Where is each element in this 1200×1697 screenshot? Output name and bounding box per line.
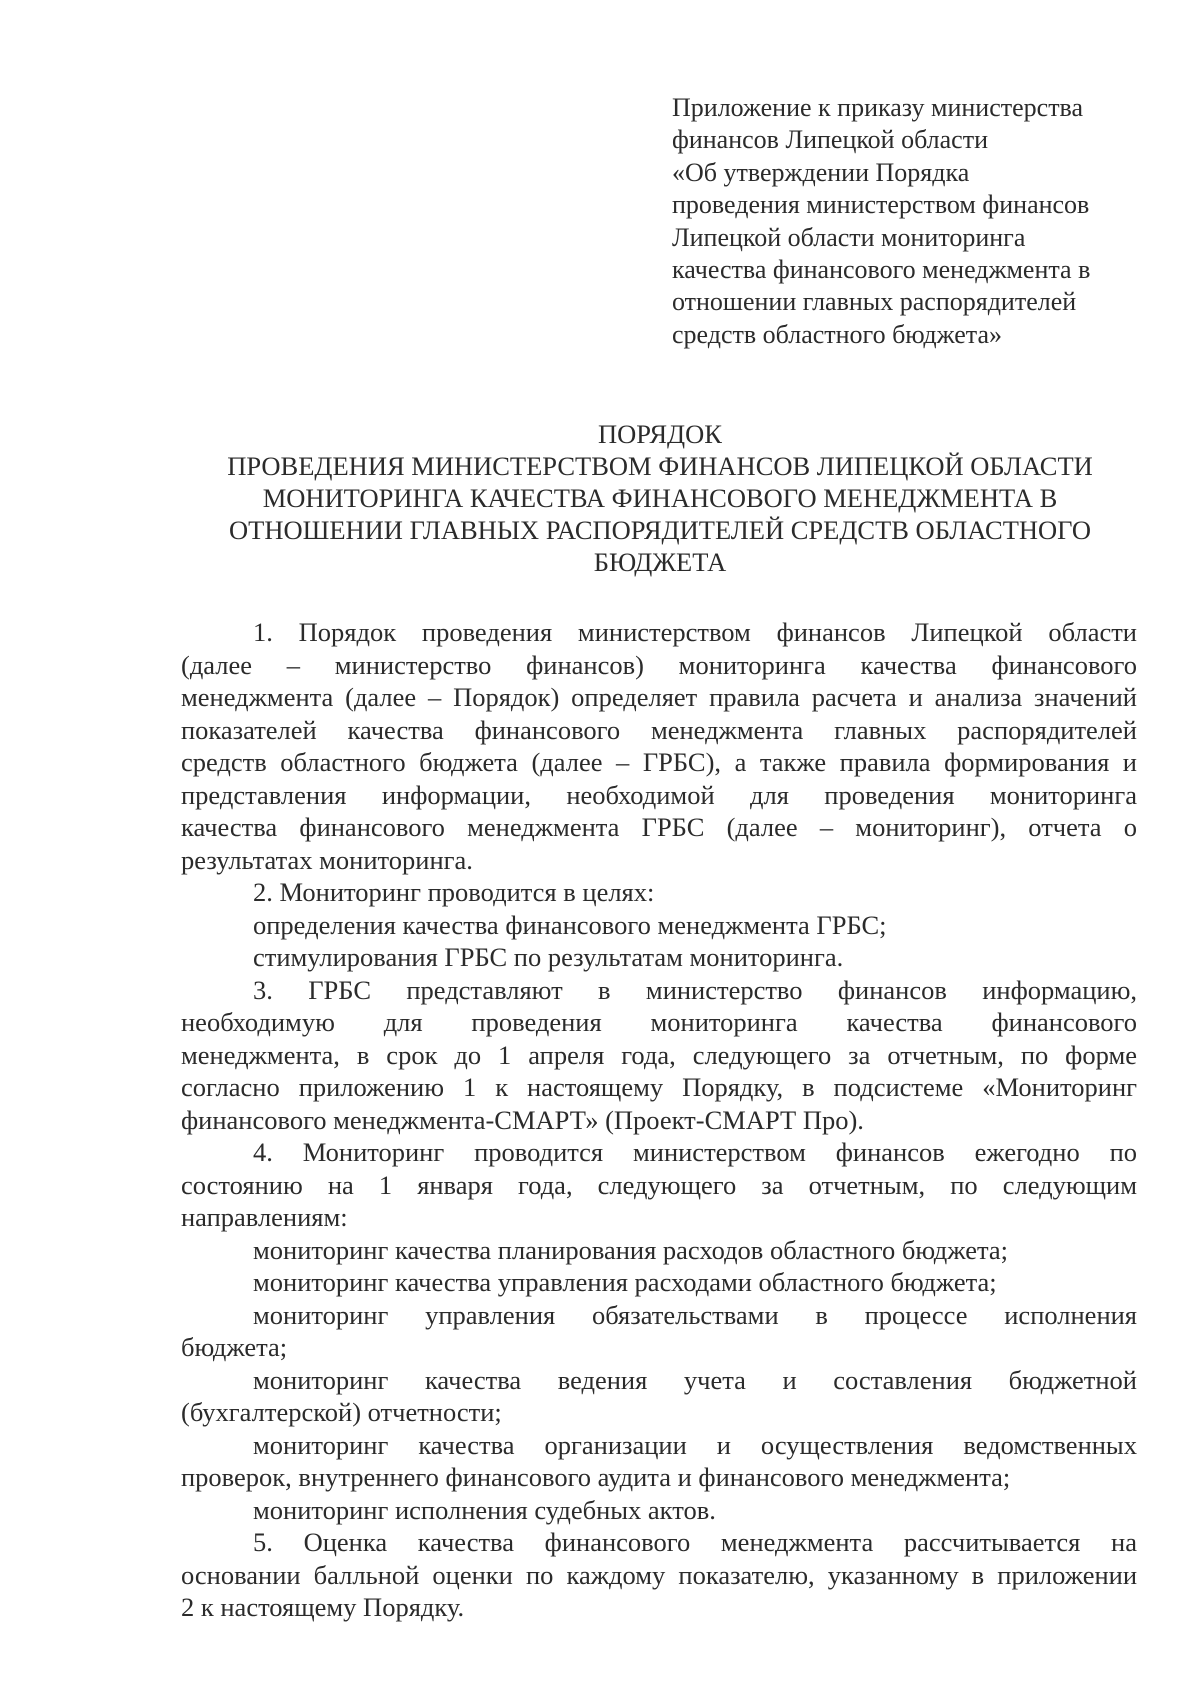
- body-line: менеджмента, в срок до 1 апреля года, следующего за отчетным, по форме: [181, 1039, 1137, 1070]
- body-line: 2 к настоящему Порядку.: [181, 1592, 465, 1622]
- document-title: [180, 418, 1140, 578]
- body-line: мониторинг качества планирования расходов областного бюджета;: [253, 1234, 1009, 1265]
- body-line: 4. Мониторинг проводится министерством финансов ежегодно по: [253, 1137, 1137, 1167]
- body-line: мониторинг качества управления расходами областного бюджета;: [253, 1267, 997, 1297]
- body-line: 5. Оценка качества финансового менеджмента рассчитывается на: [253, 1527, 1137, 1557]
- body-line: мониторинг управления обязательствами в процессе исполнения: [253, 1299, 1137, 1330]
- title-heading: ПОРЯДОК: [598, 419, 722, 449]
- body-line: необходимую для проведения мониторинга качества финансового: [181, 1007, 1137, 1037]
- appendix-line: финансов Липецкой области: [672, 125, 988, 155]
- appendix-line: проведения министерством финансов: [672, 190, 1090, 220]
- appendix-line: качества финансового менеджмента в: [672, 255, 1091, 285]
- body-line: состоянию на 1 января года, следующего за отчетным, по следующим: [181, 1169, 1137, 1200]
- body-line: финансового менеджмента-СМАРТ» (Проект-СМАРТ Про).: [181, 1104, 864, 1135]
- title-line: БЮДЖЕТА: [593, 547, 727, 577]
- body-line: стимулирования ГРБС по результатам мониторинга.: [253, 942, 844, 972]
- document-body: [181, 616, 1137, 1624]
- body-line: показателей качества финансового менеджмента главных распорядителей: [181, 714, 1137, 745]
- body-line: бюджета;: [181, 1332, 288, 1362]
- body-line: средств областного бюджета (далее – ГРБС), а также правила формирования и: [181, 747, 1137, 777]
- appendix-header: [672, 92, 1142, 351]
- body-line: результатах мониторинга.: [181, 844, 473, 875]
- body-line: (бухгалтерской) отчетности;: [181, 1397, 502, 1427]
- appendix-line: «Об утверждении Порядка: [672, 157, 970, 187]
- body-line: качества финансового менеджмента ГРБС (далее – мониторинг), отчета о: [181, 812, 1137, 842]
- body-line: представления информации, необходимой для проведения мониторинга: [181, 779, 1137, 810]
- body-line: определения качества финансового менеджмента ГРБС;: [253, 909, 887, 940]
- body-line: мониторинг качества ведения учета и составления бюджетной: [253, 1364, 1137, 1395]
- appendix-line: средств областного бюджета»: [672, 319, 1003, 349]
- body-line: 3. ГРБС представляют в министерство финансов информацию,: [253, 974, 1137, 1005]
- body-line: направлениям:: [181, 1202, 348, 1232]
- title-line: МОНИТОРИНГА КАЧЕСТВА ФИНАНСОВОГО МЕНЕДЖМЕНТА В: [262, 483, 1058, 513]
- body-line: основании балльной оценки по каждому показателю, указанному в приложении: [181, 1559, 1137, 1590]
- title-line: ОТНОШЕНИИ ГЛАВНЫХ РАСПОРЯДИТЕЛЕЙ СРЕДСТВ ОБЛАСТНОГО: [229, 515, 1091, 545]
- body-line: проверок, внутреннего финансового аудита и финансового менеджмента;: [181, 1462, 1011, 1492]
- body-line: 2. Мониторинг проводится в целях:: [253, 877, 655, 907]
- body-line: мониторинг качества организации и осуществления ведомственных: [253, 1429, 1137, 1460]
- body-line: менеджмента (далее – Порядок) определяет правила расчета и анализа значений: [181, 682, 1137, 712]
- body-line: согласно приложению 1 к настоящему Порядку, в подсистеме «Мониторинг: [181, 1072, 1137, 1102]
- body-line: (далее – министерство финансов) мониторинга качества финансового: [181, 649, 1137, 680]
- body-line: 1. Порядок проведения министерством финансов Липецкой области: [253, 617, 1137, 647]
- appendix-line: Приложение к приказу министерства: [672, 93, 1084, 122]
- title-line: ПРОВЕДЕНИЯ МИНИСТЕРСТВОМ ФИНАНСОВ ЛИПЕЦКОЙ ОБЛАСТИ: [227, 451, 1093, 481]
- appendix-line: Липецкой области мониторинга: [672, 222, 1026, 252]
- appendix-line: отношении главных распорядителей: [672, 287, 1077, 317]
- body-line: мониторинг исполнения судебных актов.: [253, 1494, 716, 1525]
